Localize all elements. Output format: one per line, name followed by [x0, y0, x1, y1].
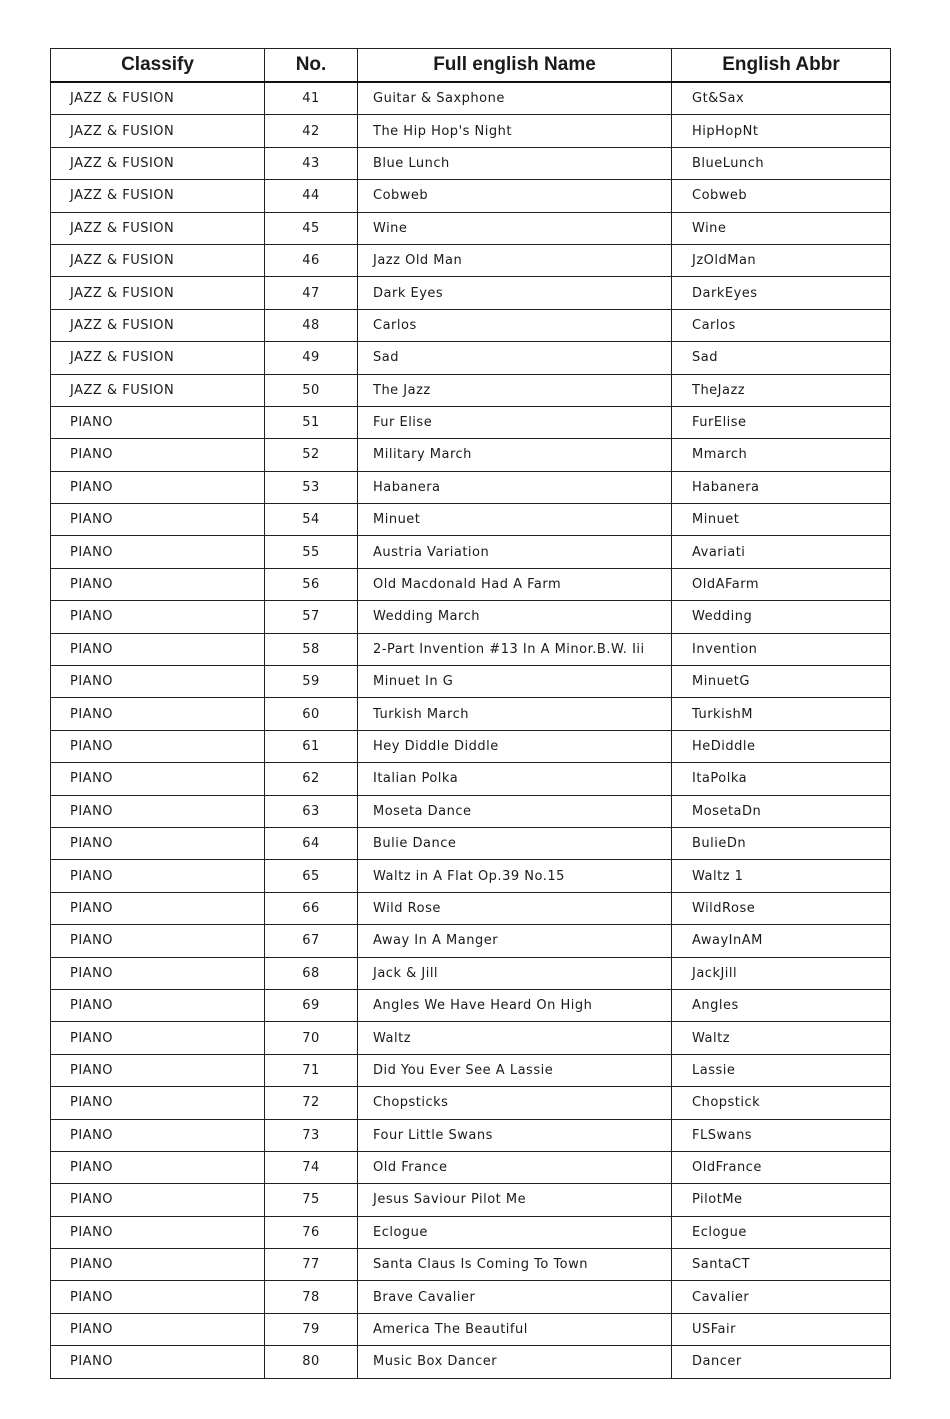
cell-number: 65: [265, 860, 358, 892]
cell-classify: PIANO: [51, 1054, 265, 1086]
cell-abbreviation: BlueLunch: [672, 147, 891, 179]
cell-full-name: The Hip Hop's Night: [358, 115, 672, 147]
cell-classify: PIANO: [51, 1249, 265, 1281]
cell-full-name: Austria Variation: [358, 536, 672, 568]
cell-abbreviation: AwayInAM: [672, 925, 891, 957]
cell-number: 55: [265, 536, 358, 568]
cell-abbreviation: Angles: [672, 989, 891, 1021]
cell-classify: PIANO: [51, 860, 265, 892]
cell-full-name: Waltz in A Flat Op.39 No.15: [358, 860, 672, 892]
cell-number: 76: [265, 1216, 358, 1248]
table-row: [51, 925, 891, 957]
table-row: [51, 342, 891, 374]
cell-classify: PIANO: [51, 1313, 265, 1345]
cell-number: 79: [265, 1313, 358, 1345]
table-row: [51, 730, 891, 762]
cell-classify: JAZZ & FUSION: [51, 244, 265, 276]
cell-classify: PIANO: [51, 892, 265, 924]
cell-number: 59: [265, 666, 358, 698]
cell-abbreviation: Wine: [672, 212, 891, 244]
cell-classify: PIANO: [51, 1346, 265, 1378]
cell-classify: JAZZ & FUSION: [51, 277, 265, 309]
cell-classify: JAZZ & FUSION: [51, 115, 265, 147]
cell-number: 57: [265, 601, 358, 633]
cell-full-name: Blue Lunch: [358, 147, 672, 179]
cell-number: 72: [265, 1087, 358, 1119]
cell-classify: PIANO: [51, 989, 265, 1021]
cell-abbreviation: Lassie: [672, 1054, 891, 1086]
cell-abbreviation: USFair: [672, 1313, 891, 1345]
cell-number: 56: [265, 568, 358, 600]
cell-classify: PIANO: [51, 1087, 265, 1119]
cell-abbreviation: TheJazz: [672, 374, 891, 406]
cell-number: 70: [265, 1022, 358, 1054]
cell-full-name: Military March: [358, 439, 672, 471]
cell-full-name: Fur Elise: [358, 406, 672, 438]
table-row: [51, 1313, 891, 1345]
cell-abbreviation: Avariati: [672, 536, 891, 568]
cell-number: 52: [265, 439, 358, 471]
table-row: [51, 180, 891, 212]
cell-full-name: Away In A Manger: [358, 925, 672, 957]
cell-abbreviation: Waltz: [672, 1022, 891, 1054]
cell-full-name: Italian Polka: [358, 763, 672, 795]
cell-classify: PIANO: [51, 925, 265, 957]
table-row: [51, 504, 891, 536]
cell-full-name: Sad: [358, 342, 672, 374]
cell-full-name: 2-Part Invention #13 In A Minor.B.W. Iii: [358, 633, 672, 665]
cell-classify: JAZZ & FUSION: [51, 212, 265, 244]
cell-full-name: Dark Eyes: [358, 277, 672, 309]
cell-full-name: Brave Cavalier: [358, 1281, 672, 1313]
table-row: [51, 374, 891, 406]
table-row: [51, 1054, 891, 1086]
table-row: [51, 568, 891, 600]
cell-abbreviation: Eclogue: [672, 1216, 891, 1248]
cell-classify: PIANO: [51, 536, 265, 568]
cell-full-name: Habanera: [358, 471, 672, 503]
cell-abbreviation: Gt&Sax: [672, 82, 891, 115]
cell-classify: PIANO: [51, 730, 265, 762]
cell-full-name: Jazz Old Man: [358, 244, 672, 276]
cell-full-name: Waltz: [358, 1022, 672, 1054]
cell-abbreviation: Waltz 1: [672, 860, 891, 892]
table-row: [51, 406, 891, 438]
cell-full-name: Did You Ever See A Lassie: [358, 1054, 672, 1086]
cell-full-name: Santa Claus Is Coming To Town: [358, 1249, 672, 1281]
cell-classify: JAZZ & FUSION: [51, 309, 265, 341]
cell-number: 61: [265, 730, 358, 762]
cell-full-name: Old Macdonald Had A Farm: [358, 568, 672, 600]
cell-abbreviation: MosetaDn: [672, 795, 891, 827]
table-row: [51, 795, 891, 827]
cell-abbreviation: TurkishM: [672, 698, 891, 730]
cell-abbreviation: MinuetG: [672, 666, 891, 698]
cell-number: 45: [265, 212, 358, 244]
cell-number: 67: [265, 925, 358, 957]
table-row: [51, 244, 891, 276]
cell-number: 62: [265, 763, 358, 795]
cell-classify: PIANO: [51, 471, 265, 503]
cell-number: 73: [265, 1119, 358, 1151]
table-row: [51, 763, 891, 795]
cell-full-name: Wild Rose: [358, 892, 672, 924]
cell-number: 80: [265, 1346, 358, 1378]
cell-number: 60: [265, 698, 358, 730]
cell-classify: PIANO: [51, 666, 265, 698]
cell-number: 43: [265, 147, 358, 179]
table-row: [51, 277, 891, 309]
table-row: [51, 666, 891, 698]
table-row: [51, 536, 891, 568]
cell-abbreviation: Sad: [672, 342, 891, 374]
cell-number: 78: [265, 1281, 358, 1313]
cell-abbreviation: Cobweb: [672, 180, 891, 212]
table-body: [51, 82, 891, 1378]
cell-full-name: Hey Diddle Diddle: [358, 730, 672, 762]
table-header: [51, 49, 891, 83]
header-number: No.: [265, 49, 358, 83]
table-row: [51, 309, 891, 341]
cell-abbreviation: Habanera: [672, 471, 891, 503]
cell-full-name: Music Box Dancer: [358, 1346, 672, 1378]
cell-abbreviation: JzOldMan: [672, 244, 891, 276]
cell-number: 66: [265, 892, 358, 924]
cell-classify: PIANO: [51, 1022, 265, 1054]
table-row: [51, 1087, 891, 1119]
cell-classify: PIANO: [51, 1281, 265, 1313]
cell-abbreviation: Dancer: [672, 1346, 891, 1378]
cell-full-name: Eclogue: [358, 1216, 672, 1248]
cell-classify: PIANO: [51, 1119, 265, 1151]
header-abbreviation: English Abbr: [672, 49, 891, 83]
cell-number: 51: [265, 406, 358, 438]
cell-number: 74: [265, 1151, 358, 1183]
table-row: [51, 957, 891, 989]
table-row: [51, 698, 891, 730]
table-row: [51, 1216, 891, 1248]
cell-number: 41: [265, 82, 358, 115]
table-row: [51, 212, 891, 244]
cell-number: 69: [265, 989, 358, 1021]
cell-number: 68: [265, 957, 358, 989]
cell-full-name: Four Little Swans: [358, 1119, 672, 1151]
cell-classify: JAZZ & FUSION: [51, 147, 265, 179]
cell-abbreviation: Chopstick: [672, 1087, 891, 1119]
cell-number: 47: [265, 277, 358, 309]
header-full-name: Full english Name: [358, 49, 672, 83]
cell-abbreviation: Invention: [672, 633, 891, 665]
cell-number: 48: [265, 309, 358, 341]
table-row: [51, 1346, 891, 1378]
cell-abbreviation: FLSwans: [672, 1119, 891, 1151]
table-row: [51, 827, 891, 859]
cell-number: 46: [265, 244, 358, 276]
cell-full-name: Wedding March: [358, 601, 672, 633]
cell-abbreviation: PilotMe: [672, 1184, 891, 1216]
cell-abbreviation: Minuet: [672, 504, 891, 536]
cell-abbreviation: JackJill: [672, 957, 891, 989]
cell-classify: PIANO: [51, 439, 265, 471]
cell-classify: PIANO: [51, 698, 265, 730]
header-row: [51, 49, 891, 83]
table-row: [51, 439, 891, 471]
cell-full-name: Turkish March: [358, 698, 672, 730]
song-list-table: [50, 48, 891, 1379]
cell-classify: PIANO: [51, 504, 265, 536]
cell-number: 63: [265, 795, 358, 827]
cell-number: 64: [265, 827, 358, 859]
cell-full-name: Guitar & Saxphone: [358, 82, 672, 115]
table-row: [51, 989, 891, 1021]
table-row: [51, 1151, 891, 1183]
table-row: [51, 1249, 891, 1281]
cell-full-name: Moseta Dance: [358, 795, 672, 827]
cell-abbreviation: SantaCT: [672, 1249, 891, 1281]
cell-full-name: Wine: [358, 212, 672, 244]
cell-classify: JAZZ & FUSION: [51, 82, 265, 115]
cell-full-name: Angles We Have Heard On High: [358, 989, 672, 1021]
cell-abbreviation: Wedding: [672, 601, 891, 633]
cell-classify: JAZZ & FUSION: [51, 342, 265, 374]
table-row: [51, 892, 891, 924]
cell-classify: PIANO: [51, 957, 265, 989]
cell-abbreviation: ItaPolka: [672, 763, 891, 795]
cell-classify: PIANO: [51, 827, 265, 859]
cell-abbreviation: HipHopNt: [672, 115, 891, 147]
cell-abbreviation: OldAFarm: [672, 568, 891, 600]
cell-classify: PIANO: [51, 568, 265, 600]
cell-classify: PIANO: [51, 1216, 265, 1248]
cell-full-name: Jesus Saviour Pilot Me: [358, 1184, 672, 1216]
cell-classify: PIANO: [51, 1151, 265, 1183]
cell-classify: PIANO: [51, 406, 265, 438]
cell-full-name: Carlos: [358, 309, 672, 341]
table-row: [51, 1119, 891, 1151]
cell-number: 44: [265, 180, 358, 212]
cell-abbreviation: BulieDn: [672, 827, 891, 859]
cell-classify: PIANO: [51, 633, 265, 665]
cell-full-name: Cobweb: [358, 180, 672, 212]
cell-classify: JAZZ & FUSION: [51, 374, 265, 406]
cell-abbreviation: HeDiddle: [672, 730, 891, 762]
cell-classify: PIANO: [51, 601, 265, 633]
table-row: [51, 115, 891, 147]
table-row: [51, 860, 891, 892]
cell-classify: JAZZ & FUSION: [51, 180, 265, 212]
table-row: [51, 633, 891, 665]
cell-classify: PIANO: [51, 795, 265, 827]
cell-abbreviation: DarkEyes: [672, 277, 891, 309]
cell-number: 49: [265, 342, 358, 374]
cell-abbreviation: OldFrance: [672, 1151, 891, 1183]
cell-abbreviation: FurElise: [672, 406, 891, 438]
cell-number: 54: [265, 504, 358, 536]
cell-number: 50: [265, 374, 358, 406]
cell-number: 77: [265, 1249, 358, 1281]
cell-number: 75: [265, 1184, 358, 1216]
cell-number: 53: [265, 471, 358, 503]
header-classify: Classify: [51, 49, 265, 83]
table-row: [51, 1281, 891, 1313]
table-row: [51, 82, 891, 115]
cell-number: 58: [265, 633, 358, 665]
cell-number: 42: [265, 115, 358, 147]
cell-classify: PIANO: [51, 763, 265, 795]
cell-full-name: Old France: [358, 1151, 672, 1183]
table-row: [51, 1022, 891, 1054]
cell-full-name: Bulie Dance: [358, 827, 672, 859]
cell-abbreviation: Cavalier: [672, 1281, 891, 1313]
cell-full-name: Chopsticks: [358, 1087, 672, 1119]
cell-full-name: The Jazz: [358, 374, 672, 406]
cell-abbreviation: Mmarch: [672, 439, 891, 471]
table-row: [51, 1184, 891, 1216]
cell-number: 71: [265, 1054, 358, 1086]
cell-abbreviation: Carlos: [672, 309, 891, 341]
cell-classify: PIANO: [51, 1184, 265, 1216]
table-row: [51, 601, 891, 633]
cell-full-name: Jack & Jill: [358, 957, 672, 989]
table-row: [51, 147, 891, 179]
table-row: [51, 471, 891, 503]
cell-abbreviation: WildRose: [672, 892, 891, 924]
cell-full-name: America The Beautiful: [358, 1313, 672, 1345]
cell-full-name: Minuet In G: [358, 666, 672, 698]
cell-full-name: Minuet: [358, 504, 672, 536]
